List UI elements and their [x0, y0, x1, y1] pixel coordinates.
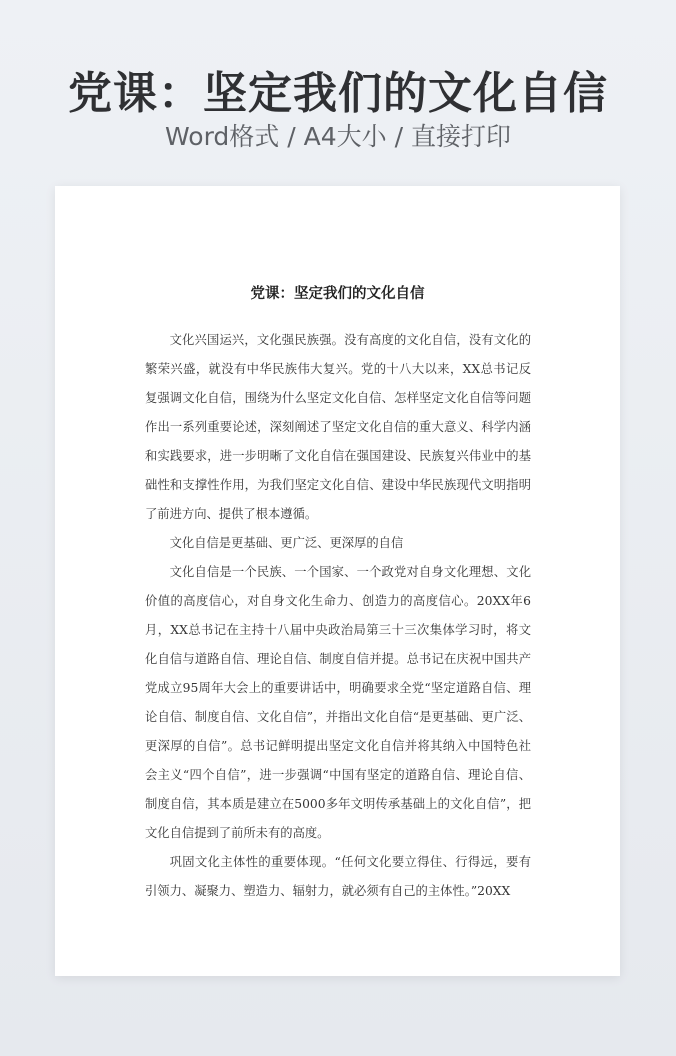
paragraph-heading: 文化自信是更基础、更广泛、更深厚的自信 [169, 536, 404, 550]
paragraph-intro: 文化兴国运兴，文化强民族强。没有高度的文化自信，没有文化的繁荣兴盛，就没有中华民族伟大复兴。党的十八大以来，XX总书记反复强调文化自信，围绕为什么坚定文化自信、怎样坚定文化自信等问题作出一系列重要论述，深刻阐述了坚定文化自信的重大意义、科学内涵和实践要求，进一步明晰了文化自信在强国建设、民族复兴伟业中的基础性和支撑性作用，为我们坚定文化自信、建设中华民族现代文明指明了前进方向、提供了根本遵循。 [145, 333, 531, 521]
paragraph-body: 文化自信是一个民族、一个国家、一个政党对自身文化理想、文化价值的高度信心，对自身文化生命力、创造力的高度信心。20XX年6月，XX总书记在主持十八届中央政治局第三十三次集体学习时，将文化自信与道路自信、理论自信、制度自信并提。总书记在庆祝中国共产党成立95周年大会上的重要讲话中，明确要求全党“坚定道路自信、理论自信、制度自信、文化自信”，并指出文化自信“是更基础、更广泛、更深厚的自信”。总书记鲜明提出坚定文化自信并将其纳入中国特色社会主义“四个自信”，进一步强调“中国有坚定的道路自信、理论自信、制度自信，其本质是建立在5000多年文明传承基础上的文化自信”，把文化自信提到了前所未有的高度。 [145, 565, 531, 840]
document-page [55, 186, 620, 976]
paragraph-continued: 巩固文化主体性的重要体现。“任何文化要立得住、行得远，要有引领力、凝聚力、塑造力、辐射力，就必须有自己的主体性。”20XX [145, 855, 531, 898]
banner-title: 党课：坚定我们的文化自信 [68, 68, 608, 119]
document-title: 党课：坚定我们的文化自信 [250, 285, 425, 302]
document-body [145, 326, 531, 906]
banner-subtitle: Word格式 / A4大小 / 直接打印 [165, 122, 511, 151]
